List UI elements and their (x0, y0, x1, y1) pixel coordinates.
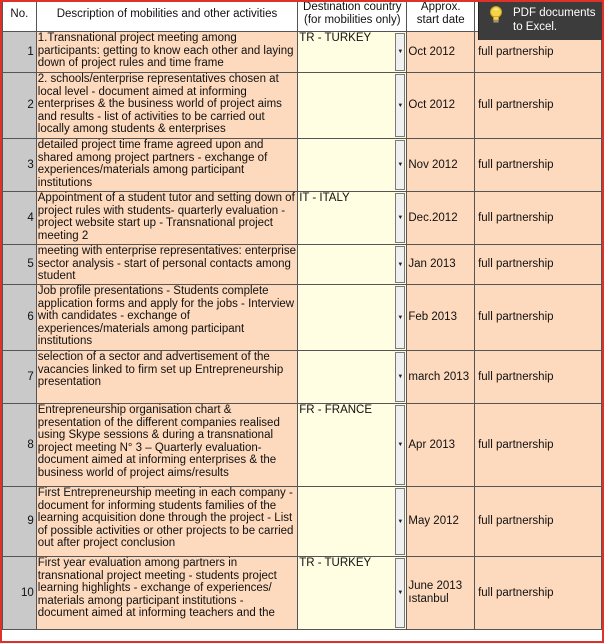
dropdown-button[interactable] (395, 74, 405, 137)
dropdown-button[interactable] (395, 33, 405, 71)
row-number: 3 (3, 139, 37, 192)
table-row (3, 487, 602, 557)
mobility-table (2, 0, 602, 630)
table-row (3, 192, 602, 245)
partnership-cell[interactable]: full partnership (475, 73, 602, 139)
description-cell[interactable]: Job profile presentations - Students complete application forms and apply for the jobs - Interview with candidates - exchange of experiences/materials among participant institutions (36, 285, 297, 351)
start-date-cell[interactable]: march 2013 (407, 351, 475, 404)
row-number: 5 (3, 245, 37, 285)
row-number: 9 (3, 487, 37, 557)
description-cell[interactable]: selection of a sector and advertisement of the vacancies linked to firm set up Entrepreneurship presentation (36, 351, 297, 404)
description-cell[interactable]: Entrepreneurship organisation chart & presentation of the different companies realised using Skype sessions & during a transnational project meeting N° 3 – Quarterly evaluation-document aimed at informing enterprises & the business world of project aims/results (36, 404, 297, 487)
partnership-cell[interactable]: full partnership (475, 285, 602, 351)
start-date-cell[interactable]: Feb 2013 (407, 285, 475, 351)
partnership-cell[interactable]: full partnership (475, 404, 602, 487)
chevron-down-icon: ▼ (397, 442, 404, 448)
partnership-cell[interactable]: full partnership (475, 351, 602, 404)
start-date-cell[interactable]: May 2012 (407, 487, 475, 557)
start-date-cell[interactable]: Oct 2012 (407, 73, 475, 139)
table-row (3, 73, 602, 139)
table-row (3, 285, 602, 351)
partnership-cell[interactable]: full partnership (475, 245, 602, 285)
chevron-down-icon: ▼ (397, 518, 404, 525)
chevron-down-icon: ▼ (397, 374, 404, 380)
chevron-down-icon: ▼ (397, 261, 404, 268)
description-cell[interactable]: Appointment of a student tutor and setting down of project rules with students- quarterly evaluation - project website start up - Transnational project meeting 2 (36, 192, 297, 245)
destination-cell[interactable] (298, 404, 407, 487)
table-row (3, 139, 602, 192)
table-row (3, 557, 602, 630)
header-destination: Destination country (for mobilities only) (298, 0, 407, 32)
start-date-cell[interactable]: Apr 2013 (407, 404, 475, 487)
destination-value: TR - TURKEY (299, 32, 372, 44)
destination-cell[interactable] (298, 139, 407, 192)
partnership-cell[interactable]: full partnership (475, 487, 602, 557)
destination-cell[interactable] (298, 32, 407, 73)
dropdown-button[interactable] (395, 140, 405, 190)
destination-cell[interactable] (298, 245, 407, 285)
row-number: 8 (3, 404, 37, 487)
start-date-cell[interactable]: Dec.2012 (407, 192, 475, 245)
dropdown-button[interactable] (395, 352, 405, 402)
header-no: No. (3, 0, 37, 32)
table-row (3, 404, 602, 487)
header-description: Description of mobilities and other activities (36, 0, 297, 32)
dropdown-button[interactable] (395, 246, 405, 283)
partnership-cell[interactable]: full partnership (475, 557, 602, 630)
description-cell[interactable]: First Entrepreneurship meeting in each company - document for informing students families of the learning acquisition done through the project - List of possible activities or other projects to be carried out after project conclusion (36, 487, 297, 557)
destination-cell[interactable] (298, 351, 407, 404)
row-number: 10 (3, 557, 37, 630)
table-row (3, 351, 602, 404)
chevron-down-icon: ▼ (397, 102, 404, 109)
lightbulb-icon (489, 6, 503, 24)
dropdown-button[interactable] (395, 193, 405, 243)
description-cell[interactable]: detailed project time frame agreed upon and shared among project partners - exchange of experiences/materials among participant institutions (36, 139, 297, 192)
destination-cell[interactable] (298, 73, 407, 139)
description-cell[interactable]: meeting with enterprise representatives: enterprise sector analysis - start of personal contacts among student (36, 245, 297, 285)
dropdown-button[interactable] (395, 558, 405, 628)
row-number: 6 (3, 285, 37, 351)
partnership-cell[interactable]: full partnership (475, 32, 602, 73)
row-number: 2 (3, 73, 37, 139)
dropdown-button[interactable] (395, 405, 405, 485)
dropdown-button[interactable] (395, 286, 405, 349)
start-date-cell[interactable]: Nov 2012 (407, 139, 475, 192)
partnership-cell[interactable]: full partnership (475, 139, 602, 192)
destination-cell[interactable] (298, 557, 407, 630)
table-row (3, 245, 602, 285)
row-number: 7 (3, 351, 37, 404)
destination-value: IT - ITALY (299, 192, 350, 204)
start-date-cell[interactable]: Oct 2012 (407, 32, 475, 73)
row-number: 1 (3, 32, 37, 73)
destination-value: FR - FRANCE (299, 404, 373, 416)
chevron-down-icon: ▼ (397, 215, 404, 221)
tooltip-text: PDF documents to Excel. (513, 7, 596, 33)
chevron-down-icon: ▼ (397, 49, 404, 55)
chevron-down-icon: ▼ (397, 162, 404, 168)
start-date-cell[interactable]: Jan 2013 (407, 245, 475, 285)
tooltip (478, 2, 604, 40)
start-date-cell[interactable]: June 2013 ıstanbul (407, 557, 475, 630)
row-number: 4 (3, 192, 37, 245)
header-start-date: Approx. start date (407, 0, 475, 32)
description-cell[interactable]: 2. schools/enterprise representatives chosen at local level - document aimed at informing enterprises & the business world of project aims and results - list of activities to be carried out locally among students & enterprises (36, 73, 297, 139)
destination-cell[interactable] (298, 285, 407, 351)
description-cell[interactable]: First year evaluation among partners in transnational project meeting - students project learning highlights - exchange of experiences/ materials among participant institutions - document aimed at informing teachers and the (36, 557, 297, 630)
destination-cell[interactable] (298, 487, 407, 557)
dropdown-button[interactable] (395, 488, 405, 555)
destination-value: TR - TURKEY (299, 557, 372, 569)
destination-cell[interactable] (298, 192, 407, 245)
description-cell[interactable]: 1.Transnational project meeting among participants: getting to know each other and laying down of project rules and time frame (36, 32, 297, 73)
partnership-cell[interactable]: full partnership (475, 192, 602, 245)
chevron-down-icon: ▼ (397, 314, 404, 321)
chevron-down-icon: ▼ (397, 590, 404, 596)
